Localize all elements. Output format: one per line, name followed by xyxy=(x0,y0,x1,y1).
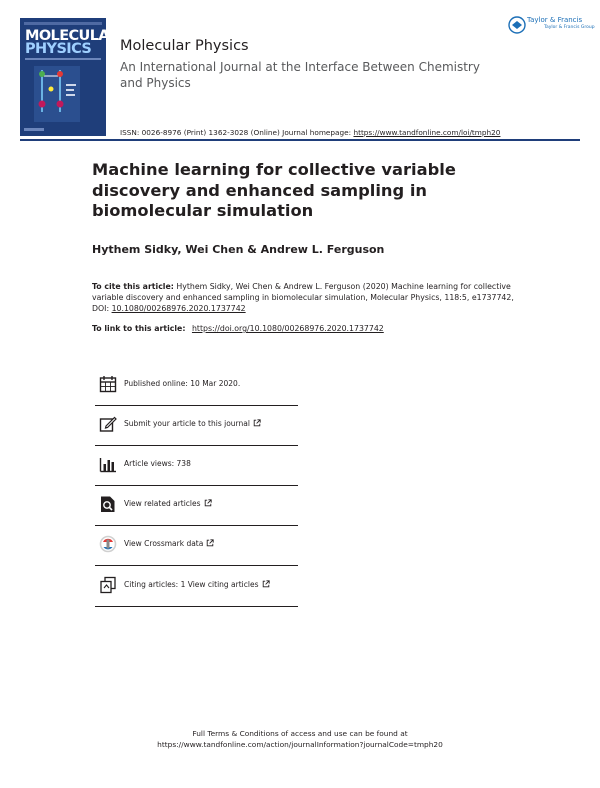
article-doi-url-link[interactable]: https://doi.org/10.1080/00268976.2020.1737742 xyxy=(191,324,384,333)
related-search-icon xyxy=(99,495,117,513)
published-date: Published online: 10 Mar 2020. xyxy=(124,379,241,388)
citing-articles-link[interactable] xyxy=(124,580,270,589)
link-label: To link to this article: xyxy=(92,324,186,333)
citing-articles-label: Citing articles: 1 View citing articles xyxy=(124,580,259,589)
related-articles-label: View related articles xyxy=(124,499,201,508)
edit-pencil-icon xyxy=(99,415,117,433)
meta-related-row[interactable] xyxy=(95,485,298,526)
bar-chart-icon xyxy=(99,455,117,473)
submit-article-label: Submit your article to this journal xyxy=(124,419,250,428)
meta-submit-row[interactable] xyxy=(95,405,298,446)
cover-title-line2: PHYSICS xyxy=(25,41,92,57)
meta-citing-row[interactable] xyxy=(95,566,298,607)
meta-views-row xyxy=(95,445,298,486)
external-link-icon xyxy=(204,499,212,507)
calendar-icon xyxy=(99,375,117,393)
submit-article-link[interactable] xyxy=(124,419,261,428)
cover-molecule-art xyxy=(20,62,106,136)
crossmark-icon xyxy=(99,535,117,553)
meta-crossmark-row[interactable] xyxy=(95,525,298,566)
external-link-icon xyxy=(206,539,214,547)
crossmark-link[interactable] xyxy=(124,539,214,548)
related-articles-link[interactable] xyxy=(124,499,212,508)
journal-title: Molecular Physics xyxy=(120,38,249,54)
cover-title-line1: MOLECULAR xyxy=(25,28,120,44)
meta-published-row xyxy=(95,365,298,406)
footer-terms-url[interactable]: https://www.tandfonline.com/action/journalInformation?journalCode=tmph20 xyxy=(157,740,443,749)
footer-terms-text: Full Terms & Conditions of access and use can be found at xyxy=(192,729,408,738)
issn-line xyxy=(120,128,500,137)
article-authors: Hythem Sidky, Wei Chen & Andrew L. Ferguson xyxy=(92,243,385,256)
journal-cover-image xyxy=(20,18,120,136)
citing-documents-icon xyxy=(99,576,117,594)
issn-text: ISSN: 0026-8976 (Print) 1362-3028 (Online) Journal homepage: xyxy=(120,128,352,137)
publisher-logo-icon xyxy=(508,16,526,34)
article-link-block xyxy=(92,324,384,333)
publisher-logo[interactable] xyxy=(508,14,595,38)
external-link-icon xyxy=(262,580,270,588)
doi-link[interactable]: 10.1080/00268976.2020.1737742 xyxy=(111,304,246,313)
header-divider xyxy=(20,139,580,141)
cite-text: Hythem Sidky, Wei Chen & Andrew L. Ferguson (2020) Machine learning for collective variable discovery and enhanced sampling in biomolecular simulation, Molecular Physics, 118:5, e1737742, DOI: xyxy=(92,282,514,313)
page-footer xyxy=(0,728,600,750)
journal-homepage-link[interactable]: https://www.tandfonline.com/loi/tmph20 xyxy=(353,128,501,137)
cover-header-strip xyxy=(24,22,102,25)
article-title: Machine learning for collective variable discovery and enhanced sampling in biomolecular simulation xyxy=(92,160,456,220)
crossmark-label: View Crossmark data xyxy=(124,539,204,548)
publisher-group: Taylor & Francis Group xyxy=(544,25,595,30)
cover-subtitle-strip xyxy=(25,58,101,60)
publisher-name: Taylor & Francis xyxy=(527,16,583,24)
cite-label: To cite this article: xyxy=(92,282,174,291)
external-link-icon xyxy=(253,419,261,427)
citation-block xyxy=(92,281,524,314)
article-views: Article views: 738 xyxy=(124,459,191,468)
journal-subtitle: An International Journal at the Interface Between Chemistry and Physics xyxy=(120,60,480,90)
